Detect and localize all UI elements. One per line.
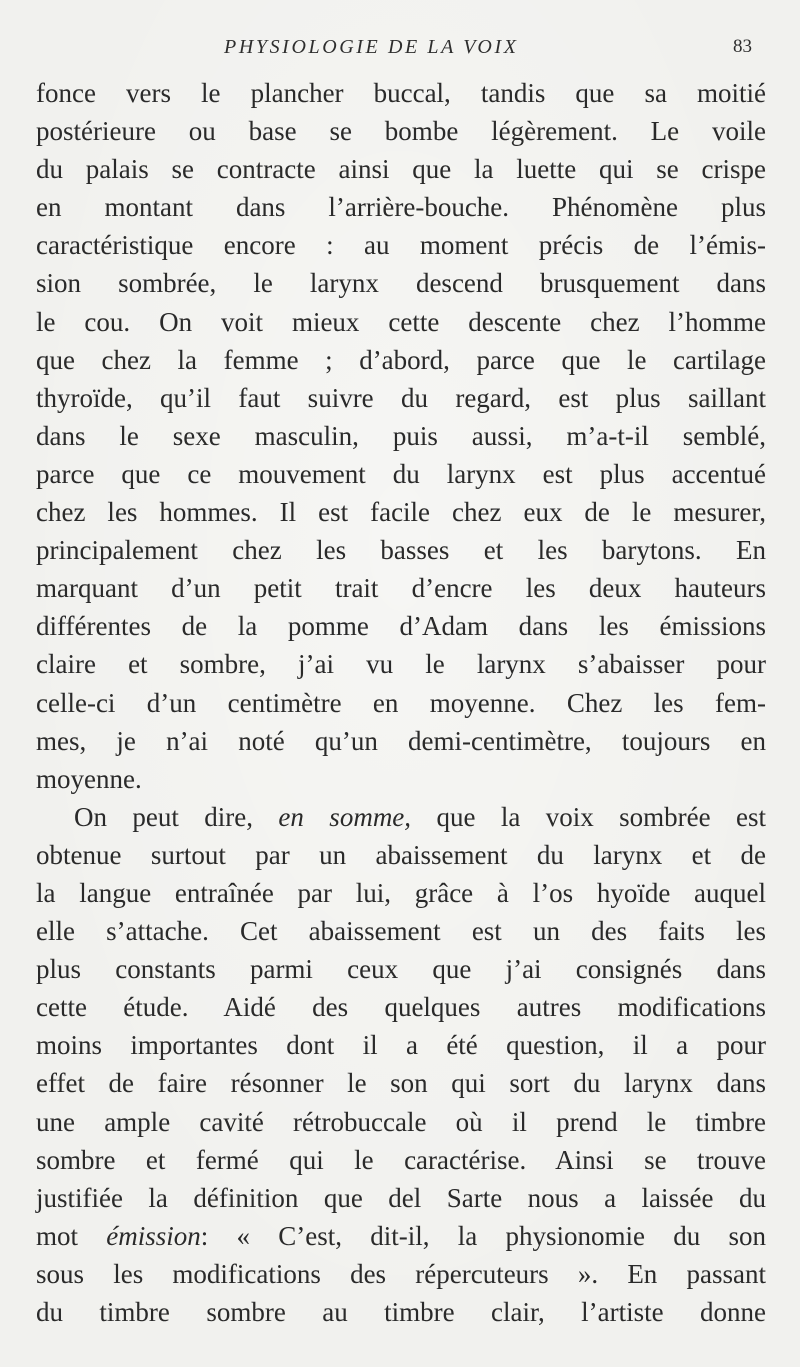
text-line-26: moins importantes dont il a été question, il a pour — [36, 1030, 766, 1061]
text-line-6: sion sombrée, le larynx descend brusquement dans — [36, 268, 766, 299]
text-line-20-before: On peut dire, — [74, 801, 279, 832]
text-line-17: celle-ci d’un centimètre en moyenne. Chez les fem- — [36, 687, 766, 718]
text-line-14: marquant d’un petit trait d’encre les deux hauteurs — [36, 573, 766, 604]
text-line-11: parce que ce mouvement du larynx est plus accentué — [36, 458, 766, 489]
text-line-21: obtenue surtout par un abaissement du larynx et de — [36, 839, 766, 870]
text-line-25: cette étude. Aidé des quelques autres modifications — [36, 992, 766, 1023]
text-line-1: fonce vers le plancher buccal, tandis que sa moitié — [36, 78, 766, 108]
page-number: 83 — [733, 36, 752, 57]
text-line-24: plus constants parmi ceux que j’ai consignés dans — [36, 954, 766, 985]
text-line-20-after: que la voix sombrée est — [411, 801, 766, 832]
text-line-31-italic: émission — [106, 1220, 201, 1251]
body-text — [36, 74, 766, 1331]
text-line-4: en montant dans l’arrière-bouche. Phénomène plus — [36, 192, 766, 223]
running-title: PHYSIOLOGIE DE LA VOIX — [224, 36, 519, 58]
text-line-23: elle s’attache. Cet abaissement est un des faits les — [36, 916, 766, 947]
text-line-31-before: mot — [36, 1220, 107, 1251]
text-line-33: du timbre sombre au timbre clair, l’artiste donne — [36, 1297, 766, 1327]
text-line-12: chez les hommes. Il est facile chez eux de le mesurer, — [36, 497, 766, 528]
text-line-32: sous les modifications des répercuteurs ». En passant — [36, 1258, 766, 1289]
text-line-31-after: : « C’est, dit-il, la physionomie du son — [200, 1220, 766, 1251]
text-line-3: du palais se contracte ainsi que la luette qui se crispe — [36, 154, 766, 185]
text-line-29: sombre et fermé qui le caractérise. Ainsi se trouve — [36, 1144, 766, 1175]
text-line-30: justifiée la définition que del Sarte nous a laissée du — [36, 1182, 766, 1213]
text-line-16: claire et sombre, j’ai vu le larynx s’abaisser pour — [36, 649, 766, 680]
text-line-10: dans le sexe masculin, puis aussi, m’a-t-il semblé, — [36, 420, 766, 451]
text-line-8: que chez la femme ; d’abord, parce que le cartilage — [36, 344, 766, 375]
text-line-7: le cou. On voit mieux cette descente chez l’homme — [36, 306, 766, 337]
text-line-20-italic: en somme, — [278, 801, 412, 832]
text-line-9: thyroïde, qu’il faut suivre du regard, est plus saillant — [36, 382, 766, 413]
text-line-18: mes, je n’ai noté qu’un demi-centimètre, toujours en — [36, 725, 766, 756]
text-line-2: postérieure ou base se bombe légèrement. Le voile — [36, 116, 766, 147]
page-header — [0, 32, 800, 62]
text-line-27: effet de faire résonner le son qui sort du larynx dans — [36, 1068, 766, 1099]
text-line-15: différentes de la pomme d’Adam dans les émissions — [36, 611, 766, 642]
text-line-31 — [36, 1217, 766, 1255]
text-line-28: une ample cavité rétrobuccale où il prend le timbre — [36, 1106, 766, 1137]
text-line-5: caractéristique encore : au moment précis de l’émis- — [36, 230, 766, 261]
text-line-20 — [36, 798, 766, 836]
text-line-22: la langue entraînée par lui, grâce à l’os hyoïde auquel — [36, 877, 766, 908]
text-line-13: principalement chez les basses et les barytons. En — [36, 535, 766, 566]
text-line-19: moyenne. — [36, 763, 142, 794]
